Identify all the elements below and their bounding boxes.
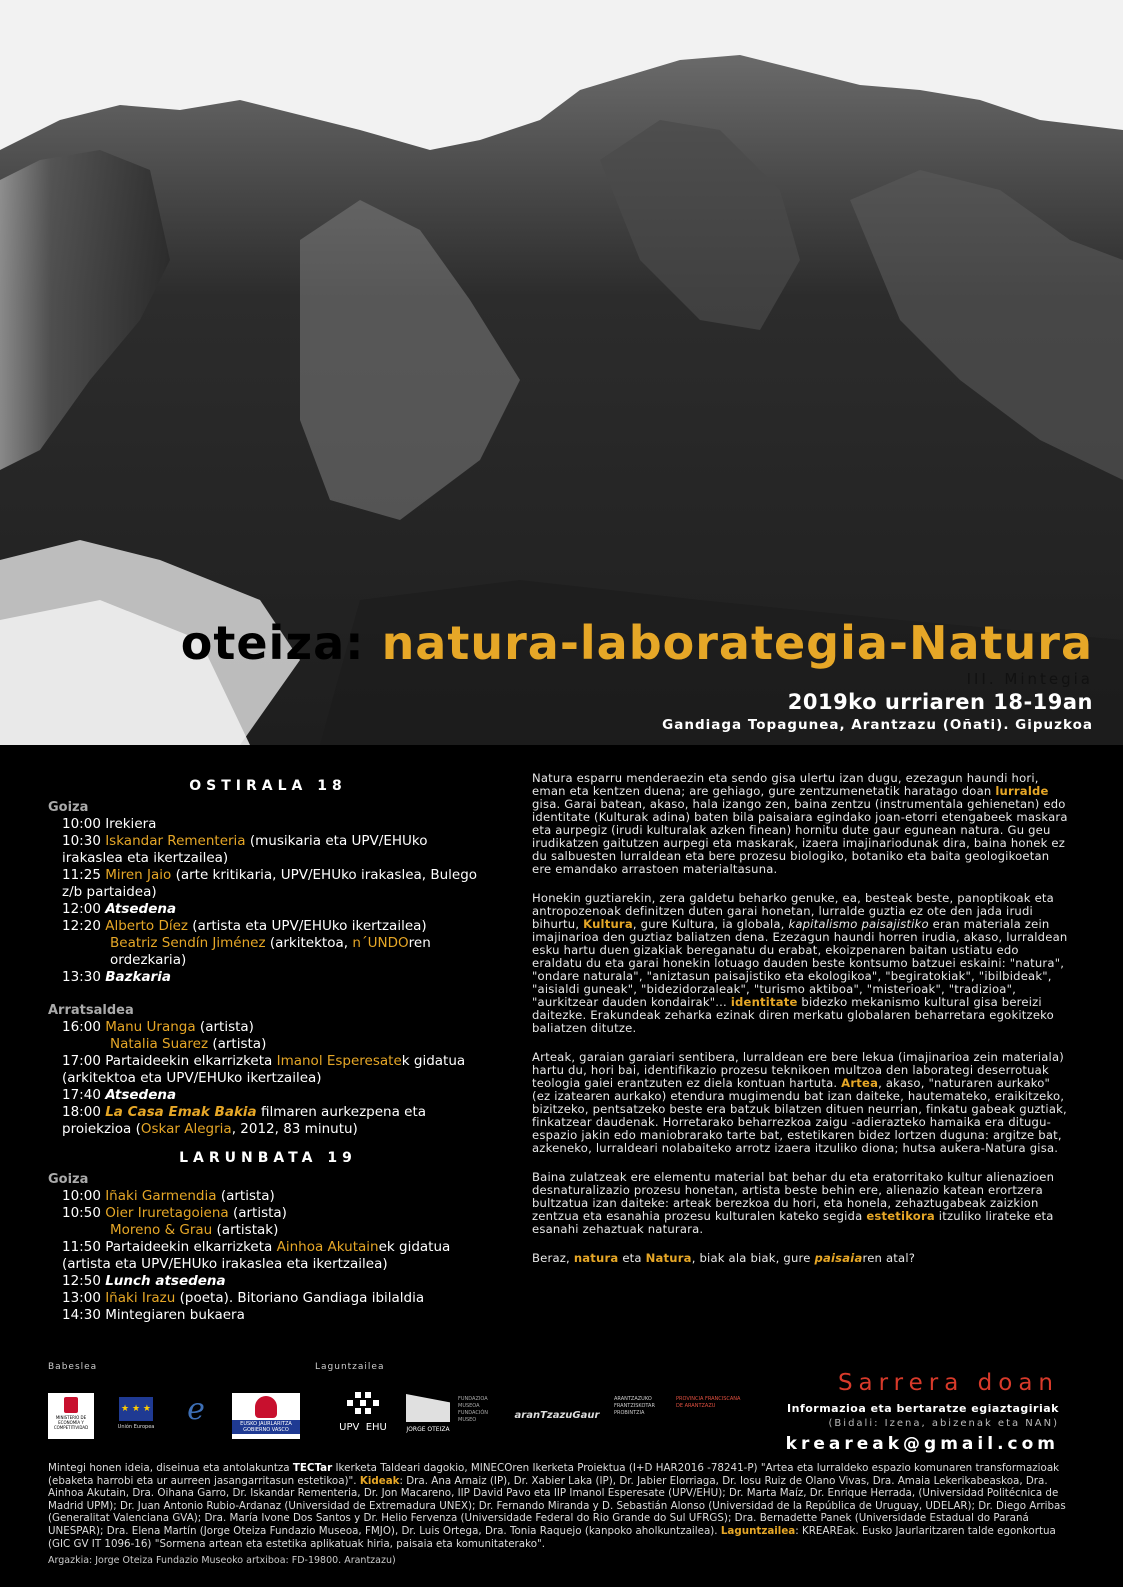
speaker-name: Imanol Esperesate bbox=[276, 1053, 402, 1069]
jorge-oteiza-logo: JORGE OTEIZA bbox=[398, 1394, 458, 1440]
schedule-item bbox=[48, 1036, 488, 1053]
time: 11:50 bbox=[62, 1239, 101, 1255]
speaker-name: Iñaki Irazu bbox=[105, 1290, 176, 1306]
oteiza-sculpture-icon bbox=[406, 1394, 450, 1422]
day-title-friday: OSTIRALA 18 bbox=[189, 778, 347, 794]
item-text: (artista) bbox=[228, 1205, 287, 1221]
time: 12:20 bbox=[62, 918, 101, 934]
item-text: (arkitektoa, bbox=[265, 935, 353, 951]
item-text: ren ordezkaria) bbox=[110, 935, 431, 968]
event-title bbox=[180, 616, 1093, 670]
upv-ehu-logo: UPV EHU bbox=[330, 1390, 396, 1440]
schedule-item bbox=[48, 1019, 488, 1036]
essay-paragraph: Arteak, garaian garaiari sentibera, lurraldean ere bere lekua (imajinarioa zein materiala) hartu du, hori bai, identifikazio prozesu teknikoen multzoa den laborategi deserrotuak teologia gaiei erantzuten ez diela kontuan hartuta. Artea, akaso, "naturaren aurkako" (ez izatearen aurkako) etendura mugimendu bat izan daiteke, hautemateko, eraikitzeko, bizitzeko, pentsatzeko beste era batzuk bilatzen dituen neurrian, finkatu gabeak guztiak, finkatzear daudenak. Horretarako beharrezkoa zaigu -adierazteko hamaika era ditugu- espazio jakin edo maniobrarako tarte bat, estetikaren bidez lortzen duguna: argitze bat, azkeneko, lurraldeari nolabaiteko arrotz izaera itzuliko diona; hutsa aukera-Natura gisa. bbox=[532, 1050, 1067, 1155]
e-letter-icon: e bbox=[187, 1393, 205, 1427]
time: 10:30 bbox=[62, 833, 101, 849]
speaker-name: Iñaki Garmendia bbox=[105, 1188, 217, 1204]
item-text: (poeta). Bitoriano Gandiaga ibilaldia bbox=[175, 1290, 425, 1306]
item-text: (artista) bbox=[195, 1019, 254, 1035]
time: 10:00 bbox=[62, 1188, 101, 1204]
agency-logo bbox=[178, 1393, 214, 1439]
time: 10:50 bbox=[62, 1205, 101, 1221]
film-title: La Casa Emak Bakia bbox=[105, 1104, 257, 1120]
arantzazu-gaur-logo: aranTzazuGaur bbox=[514, 1410, 600, 1421]
provincia-logo: PROVINCIA FRANCISCANA DE ARANTZAZU bbox=[676, 1396, 741, 1409]
time: 14:30 bbox=[62, 1307, 101, 1323]
schedule-item bbox=[48, 901, 488, 918]
ministerio-logo: MINISTERIO DE ECONOMÍA Y COMPETITIVIDAD bbox=[48, 1393, 94, 1439]
logo-strip bbox=[48, 1390, 748, 1440]
time: 13:30 bbox=[62, 969, 101, 985]
speaker-name: Alberto Díez bbox=[105, 918, 188, 934]
event-subtitle: III. Mintegia bbox=[966, 670, 1093, 688]
item-text: Partaideekin elkarrizketa bbox=[105, 1053, 277, 1069]
free-entry: Sarrera doan bbox=[837, 1370, 1059, 1396]
item-text: (arte kritikaria, UPV/EHUko irakaslea, Bulego z/b partaidea) bbox=[62, 867, 478, 900]
time: 18:00 bbox=[62, 1104, 101, 1120]
schedule-item bbox=[48, 833, 488, 867]
item-text: Mintegiaren bukaera bbox=[105, 1307, 245, 1323]
item-text: (artista eta UPV/EHUko ikertzailea) bbox=[188, 918, 427, 934]
title-block bbox=[180, 616, 1093, 733]
essay-text bbox=[532, 772, 1072, 1281]
schedule-item bbox=[48, 1290, 488, 1307]
schedule-item bbox=[48, 1205, 488, 1222]
eu-logo: ★ ★ ★ Unión Europea bbox=[112, 1393, 160, 1439]
upv-ehu-icon bbox=[343, 1390, 383, 1420]
event-venue: Gandiaga Topagunea, Arantzazu (Oñati). Gipuzkoa bbox=[662, 717, 1093, 733]
item-text: (musikaria eta UPV/EHUko irakaslea eta ikertzailea) bbox=[62, 833, 428, 866]
day-title-saturday: LARUNBATA 19 bbox=[179, 1150, 357, 1166]
item-text: Irekiera bbox=[105, 816, 157, 832]
speaker-name: Moreno & Grau bbox=[110, 1222, 213, 1238]
speaker-name: Miren Jaio bbox=[105, 867, 172, 883]
probintzia-logo: ARANTZAZUKO FRANTZISKOTAR PROBINTZIA bbox=[614, 1396, 655, 1416]
time: 12:00 bbox=[62, 901, 101, 917]
schedule-item bbox=[48, 1188, 488, 1205]
send-instructions: (Bidali: Izena, abizenak eta NAN) bbox=[828, 1418, 1059, 1429]
schedule-item bbox=[48, 816, 488, 833]
title-main: natura-laborategia-Natura bbox=[381, 616, 1093, 670]
title-prefix: oteiza: bbox=[180, 616, 382, 670]
schedule-item bbox=[48, 935, 488, 969]
item-text: (artista) bbox=[208, 1036, 267, 1052]
item-text: (artistak) bbox=[212, 1222, 279, 1238]
event-date: 2019ko urriaren 18-19an bbox=[787, 690, 1093, 714]
time: 17:40 bbox=[62, 1087, 101, 1103]
schedule-item bbox=[48, 1222, 488, 1239]
speaker-name: Oier Iruretagoiena bbox=[105, 1205, 229, 1221]
time: 13:00 bbox=[62, 1290, 101, 1306]
fundazioa-text: FUNDAZIOA MUSEOA FUNDACIÓN MUSEO bbox=[458, 1396, 489, 1423]
coat-of-arms-icon bbox=[255, 1396, 277, 1418]
time: 11:25 bbox=[62, 867, 101, 883]
essay-paragraph: Honekin guztiarekin, zera galdetu beharko genuke, ea, besteak beste, panoptikoak eta antropozenoak definitzen duten garai honetan, lurralde guztia ez ote den jada irudi bihurtu, Kultura, gure Kultura, ia globala, kapitalismo paisajistiko eran materiala zein imajinarioa den guztiaz baliatzen dena. Ezezagun haundi horren irudia, akaso, lurraldean esku hartu duen gizakiak bereganatu du erabat, ekoizpenaren baitan ustiatu edo eraldatu du eta garai honekin lotuago dauden beste kontsumo batzuei eskaini: "natura", "ondare naturala", "aniztasun paisajistiko eta ekologikoa", "begiratokiak", "ibilbideak", "aisialdi guneak", "bidezidorzaleak", "turismo aktiboa", "misterioak", "tradizioa", "aurkitzear dauden kondairak"... identitate bidezko mekanismo kultural gisa bereizi daitezke. Erakundeak zeharka ezinak diren merkatu globalaren beharretara egokitzeko baliatzen ditutze. bbox=[532, 891, 1068, 1035]
item-text: Lunch atsedena bbox=[105, 1273, 226, 1289]
info-text: Informazioa eta bertaratze egiaztagiriak bbox=[787, 1402, 1059, 1415]
item-text: Atsedena bbox=[105, 1087, 177, 1103]
essay-paragraph: Beraz, natura eta Natura, biak ala biak, gure paisaiaren atal? bbox=[532, 1251, 916, 1265]
program-schedule bbox=[48, 778, 488, 1324]
time: 17:00 bbox=[62, 1053, 101, 1069]
section-morning: Goiza bbox=[48, 800, 89, 815]
item-text: k gidatua (arkitektoa eta UPV/EHUko ikertzailea) bbox=[62, 1053, 466, 1086]
time: 16:00 bbox=[62, 1019, 101, 1035]
speaker-name: Beatriz Sendín Jiménez bbox=[110, 935, 266, 951]
schedule-item bbox=[48, 1053, 488, 1087]
schedule-item bbox=[48, 969, 488, 986]
section-morning: Goiza bbox=[48, 1172, 89, 1187]
speaker-name: Manu Uranga bbox=[105, 1019, 196, 1035]
essay-paragraph: Baina zulatzeak ere elementu material bat behar du eta eratorritako kultur alienazioen desnaturalizazio prozesu honetan, artista beste behin ere, alienazio katean erortzera bultzatua izan daiteke: arteak berezkoa du hori, eta honela, zehaztugabeak zaizkion zentzua eta esanahia prozesu kulturalen kateko segida estetikora itzuliko lirateke eta esanahi zehaztuak naturara. bbox=[532, 1170, 1055, 1236]
speaker-name: Natalia Suarez bbox=[110, 1036, 209, 1052]
schedule-item bbox=[48, 1273, 488, 1290]
speaker-name: Iskandar Rementeria bbox=[105, 833, 246, 849]
item-text: Atsedena bbox=[105, 901, 177, 917]
item-text: (artista) bbox=[216, 1188, 275, 1204]
item-text: Bazkaria bbox=[105, 969, 171, 985]
speaker-name: Ainhoa Akutain bbox=[276, 1239, 379, 1255]
schedule-item bbox=[48, 1307, 488, 1324]
schedule-item bbox=[48, 867, 488, 901]
eu-stars-icon: ★ ★ ★ bbox=[119, 1397, 153, 1421]
item-text: filmaren aurkezpena eta proiekzioa ( bbox=[62, 1104, 427, 1137]
schedule-item bbox=[48, 1239, 488, 1273]
section-afternoon: Arratsaldea bbox=[48, 1003, 134, 1018]
collaborator-label: Laguntzailea bbox=[315, 1362, 385, 1372]
eusko-jaurlaritza-logo: EUSKO JAURLARITZA GOBIERNO VASCO bbox=[232, 1393, 300, 1439]
item-text: ek gidatua (artista eta UPV/EHUko irakaslea eta ikertzailea) bbox=[62, 1239, 451, 1272]
sponsor-label: Babeslea bbox=[48, 1362, 98, 1372]
schedule-item bbox=[48, 1087, 488, 1104]
item-text: Partaideekin elkarrizketa bbox=[105, 1239, 277, 1255]
item-text: , 2012, 83 minutu) bbox=[231, 1121, 358, 1137]
header-photo bbox=[0, 0, 1123, 745]
time: 10:00 bbox=[62, 816, 101, 832]
essay-paragraph: Natura esparru menderaezin eta sendo gisa ulertu izan dugu, ezezagun haundi hori, eman eta kentzen duena; are gehiago, gure zentzumenetatik haratago doan lurralde gisa. Garai batean, akaso, hala izango zen, baina zentzu (instrumentala gehienetan) edo identitate (Kulturak adina) baten bila paisaiara egindako joan-etorri etengabeek maskara eta aurpegiz (irudi kulturalak azken finean) hornitu dute gaur egunean natura. Gu geu irudikatzen gaitutzen aurpegi eta maskarak, izaera imajinariodunak dira, baina honek ez du salbuesten lurraldean eta bere prozesu biologiko, botaniko eta baita geologikoetan ere emandako arrastoen materialtasuna. bbox=[532, 771, 1068, 876]
schedule-item bbox=[48, 918, 488, 935]
speaker-name: Oskar Alegria bbox=[140, 1121, 232, 1137]
photo-credit: Argazkia: Jorge Oteiza Fundazio Museoko artxiboa: FD-19800. Arantzazu) bbox=[48, 1555, 396, 1566]
org-name: n´UNDO bbox=[352, 935, 409, 951]
schedule-item bbox=[48, 1104, 488, 1138]
contact-email[interactable]: kreareak@gmail.com bbox=[785, 1434, 1059, 1454]
credits-text: Mintegi honen ideia, diseinua eta antolakuntza TECTar Ikerketa Taldeari dagokio, MINECOren Ikerketa Proiektua (I+D HAR2016 -78241-P) "Artea eta lurraldeko espazio komunaren transformazioak (ebaketa harrobi eta ur aurreen jasangarritasun estetikoa)". Kideak: Dra. Ana Arnaiz (IP), Dr. Xabier Laka (IP), Dr. Jabier Elorriaga, Dr. Iosu Ruiz de Olano Vivas, Dra. Amaia Lekerikabeaskoa, Dra. Ainhoa Akutain, Dra. Oihana Garro, Dr. Iskandar Rementeria, Dr. Jon Macareno, IIP David Pavo eta IIP Imanol Esperesate (UPV/EHU); Dr. Marta Maíz, Dr. Enrique Herrada, (Universidad Politécnica de Madrid UPM); Dr. Juan Antonio Rubio-Ardanaz (Universidad de Extremadura UNEX); Dr. Fernando Miranda y D. Sebastián Alonso (Universidad de la República de Uruguay, UDELAR); Dr. Diego Arribas (Generalitat Valenciana GVA); Dra. María Ivone Dos Santos y Dr. Helio Fervenza (Universidade Federal do Rio Grande do Sul UFRGS); Dra. Bernadette Panek (Universidade Estadual do Paraná UNESPAR); Dra. Elena Martín (Jorge Oteiza Fundazio Museoa, FMJO), Dr. Luis Ortega, Dra. Tonia Raquejo (kanpoko aholkuntzailea). Laguntzailea: KREAREak. Eusko Jaurlaritzaren talde egonkortua (GIC GV IT 1096-16) "Sormena artean eta estetika aplikatuak hiria, paisaia eta komunitaterako". bbox=[48, 1462, 1066, 1550]
time: 12:50 bbox=[62, 1273, 101, 1289]
